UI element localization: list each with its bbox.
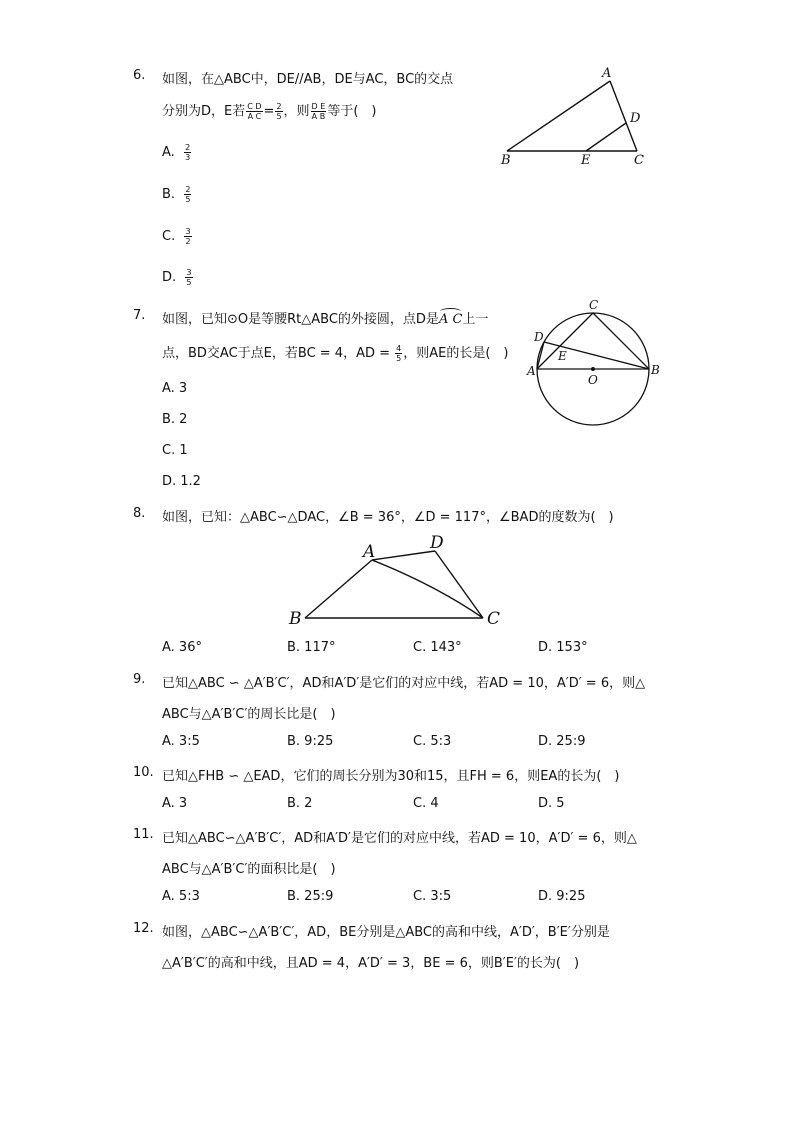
- q7-label-a: A: [527, 364, 536, 378]
- q7-option-d[interactable]: D. 1.2: [162, 474, 201, 489]
- q7-circle-figure: [525, 298, 665, 438]
- q8-option-b[interactable]: B. 117°: [287, 640, 336, 655]
- q6-option-b[interactable]: B. $\frac{2}{5}$: [162, 185, 191, 204]
- q6-option-d[interactable]: D. $\frac{3}{5}$: [162, 268, 192, 287]
- q8-label-b: B: [289, 609, 302, 629]
- q10-option-c[interactable]: C. 4: [413, 796, 439, 811]
- q7-line-cb: [593, 313, 649, 369]
- q11-stem-line2: ABC与△A′B′C′的面积比是( ): [162, 862, 336, 877]
- q7-label-d: D: [534, 330, 544, 344]
- q7-arc-ac: A C: [439, 312, 462, 327]
- q7-frac-4-5: $\frac{4}{5}$: [396, 344, 402, 363]
- q8-number: 8.: [133, 506, 146, 521]
- q7-number: 7.: [133, 308, 146, 323]
- q10-number: 10.: [133, 765, 154, 780]
- q6-number: 6.: [133, 68, 146, 83]
- q10-option-b[interactable]: B. 2: [287, 796, 313, 811]
- q9-option-c[interactable]: C. 5:3: [413, 734, 452, 749]
- q8-line-ac: [372, 560, 483, 618]
- q11-option-b[interactable]: B. 25:9: [287, 889, 334, 904]
- q9-option-a[interactable]: A. 3:5: [162, 734, 200, 749]
- q9-stem-line2: ABC与△A′B′C′的周长比是( ): [162, 707, 336, 722]
- q9-stem-line1: 已知△ABC ∽ △A′B′C′，AD和A′D′是它们的对应中线，若AD = 10，A′D′ = 6，则△: [162, 676, 646, 691]
- q8-quadrilateral-figure: [285, 530, 515, 630]
- q7-option-a[interactable]: A. 3: [162, 381, 188, 396]
- q7-label-o: O: [588, 373, 598, 387]
- q7-option-b[interactable]: B. 2: [162, 412, 188, 427]
- q6-label-d: D: [630, 111, 641, 126]
- q7-label-c: C: [589, 298, 599, 312]
- q7-option-c[interactable]: C. 1: [162, 443, 188, 458]
- q8-label-a: A: [363, 542, 376, 562]
- q7-stem-line2: 点，BD交AC于点E，若BC = 4，AD = $\frac{4}{5}$ ，则AE的长是( ): [162, 344, 509, 363]
- q7-label-e: E: [558, 349, 567, 363]
- q12-stem-line2: △A′B′C′的高和中线，且AD = 4，A′D′ = 3，BE = 6，则B′E′的长为( ): [162, 956, 580, 971]
- q6-label-a: A: [602, 66, 612, 81]
- q11-number: 11.: [133, 827, 154, 842]
- q11-option-d[interactable]: D. 9:25: [538, 889, 586, 904]
- q9-number: 9.: [133, 672, 146, 687]
- q6-label-c: C: [634, 153, 644, 168]
- q6-stem-line1: 如图，在△ABC中，DE//AB，DE与AC，BC的交点: [162, 72, 454, 87]
- q8-option-d[interactable]: D. 153°: [538, 640, 588, 655]
- q8-line-ad: [372, 551, 435, 560]
- q8-option-c[interactable]: C. 143°: [413, 640, 462, 655]
- q6-label-e: E: [581, 153, 591, 168]
- q10-option-a[interactable]: A. 3: [162, 796, 188, 811]
- q8-line-dc: [435, 551, 483, 618]
- q10-stem: 已知△FHB ∽ △EAD，它们的周长分别为30和15，且FH = 6，则EA的长为( ): [162, 769, 620, 784]
- q9-option-b[interactable]: B. 9:25: [287, 734, 334, 749]
- q11-stem-line1: 已知△ABC∽△A′B′C′，AD和A′D′是它们的对应中线，若AD = 10，A′D′ = 6，则△: [162, 831, 637, 846]
- q8-line-ba: [305, 560, 372, 618]
- q12-number: 12.: [133, 921, 154, 936]
- q10-option-d[interactable]: D. 5: [538, 796, 565, 811]
- q6-frac-2-5: $\frac{2}{5}$: [276, 102, 282, 121]
- q6-frac-cd-ac: $\frac{\text{C D}}{\text{A C}}$: [247, 102, 262, 121]
- q6-option-a[interactable]: A. $\frac{2}{3}$: [162, 143, 191, 162]
- q9-option-d[interactable]: D. 25:9: [538, 734, 586, 749]
- q6-option-c[interactable]: C. $\frac{3}{2}$: [162, 227, 191, 246]
- q7-label-b: B: [651, 363, 660, 377]
- q7-stem-line1: 如图，已知⊙O是等腰Rt△ABC的外接圆，点D是 A C上一: [162, 308, 488, 327]
- q11-option-c[interactable]: C. 3:5: [413, 889, 452, 904]
- q6-label-b: B: [501, 153, 511, 168]
- q8-stem: 如图，已知：△ABC∽△DAC，∠B = 36°，∠D = 117°，∠BAD的度数为( ): [162, 510, 614, 525]
- q8-option-a[interactable]: A. 36°: [162, 640, 202, 655]
- q8-label-d: D: [430, 533, 444, 553]
- q6-frac-de-ab: $\frac{\text{D E}}{\text{A B}}$: [311, 102, 326, 121]
- q12-stem-line1: 如图，△ABC∽△A′B′C′，AD，BE分别是△ABC的高和中线，A′D′，B′E′分别是: [162, 925, 610, 940]
- q7-center-dot: [591, 367, 595, 371]
- q8-label-c: C: [487, 609, 501, 629]
- q6-line-de: [586, 123, 626, 151]
- q6-line-ab: [507, 81, 610, 151]
- q11-option-a[interactable]: A. 5:3: [162, 889, 200, 904]
- q6-stem-line2: 分别为D，E若 $\frac{\text{C D}}{\text{A C}}$ = $\frac{2}{5}$ ，则 $\frac{\text{D E}}{\text{A B}}$ 等于( ): [162, 102, 377, 121]
- q6-triangle-figure: [495, 62, 655, 172]
